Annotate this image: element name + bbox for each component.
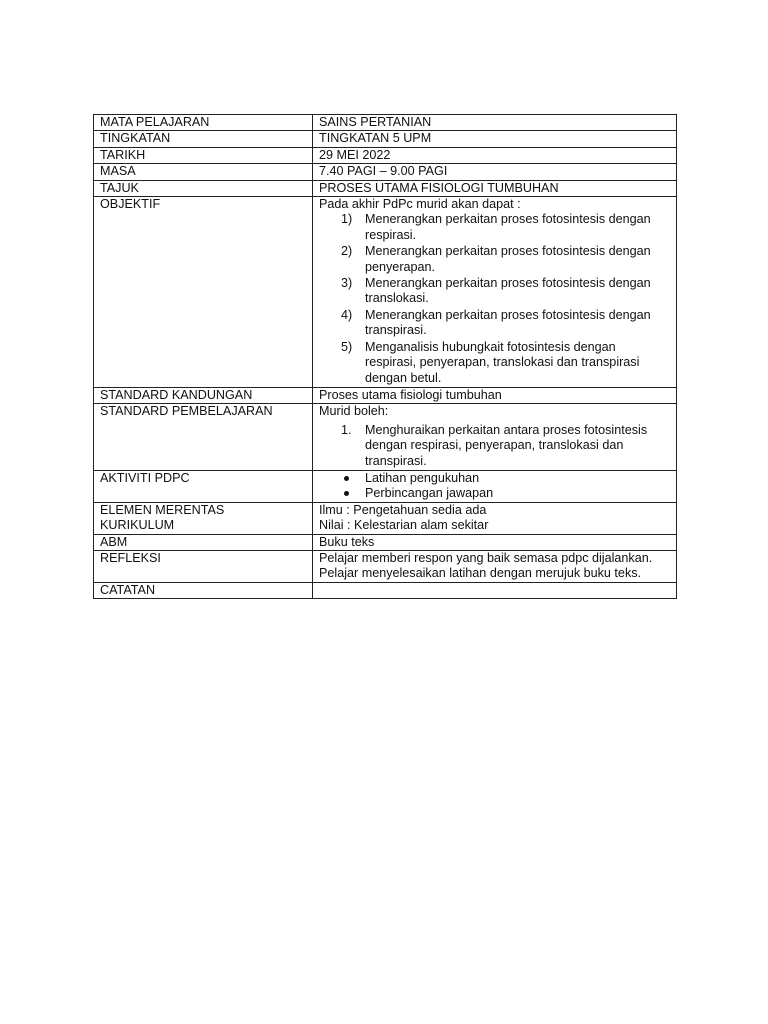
row-value: [313, 404, 677, 471]
row-label: MATA PELAJARAN: [94, 115, 313, 131]
list-number: 1.: [341, 422, 352, 437]
table-row-refleksi: [94, 550, 677, 582]
bullet-icon: [344, 491, 349, 496]
row-label: TAJUK: [94, 180, 313, 196]
list-item-text: Perbincangan jawapan: [365, 486, 494, 501]
list-item-text: Latihan pengukuhan: [365, 470, 480, 485]
row-value: Buku teks: [313, 534, 677, 550]
list-item: [319, 340, 670, 386]
table-row-masa: [94, 164, 677, 180]
row-value: TINGKATAN 5 UPM: [313, 131, 677, 147]
list-item-text: Menerangkan perkaitan proses fotosintesis dengan translokasi.: [365, 276, 651, 306]
row-label-line: KURIKULUM: [100, 518, 175, 533]
elemen-nilai: Nilai : Kelestarian alam sekitar: [319, 518, 489, 533]
table-row-aktiviti: [94, 470, 677, 502]
table-row-tajuk: [94, 180, 677, 196]
row-label: TINGKATAN: [94, 131, 313, 147]
list-number: 1): [341, 212, 353, 227]
list-item-text: Menganalisis hubungkait fotosintesis dengan respirasi, penyerapan, translokasi dan transpirasi dengan betul.: [365, 339, 640, 385]
table-row-tingkatan: [94, 131, 677, 147]
row-value: [313, 502, 677, 534]
table-row-standard-kandungan: [94, 387, 677, 403]
row-label: ABM: [94, 534, 313, 550]
table-row-tarikh: [94, 147, 677, 163]
table-row-mata-pelajaran: [94, 115, 677, 131]
list-number: 5): [341, 339, 353, 354]
row-label: STANDARD KANDUNGAN: [94, 387, 313, 403]
row-value: 7.40 PAGI – 9.00 PAGI: [313, 164, 677, 180]
list-number: 4): [341, 307, 353, 322]
list-item: [319, 212, 670, 243]
row-value: Proses utama fisiologi tumbuhan: [313, 387, 677, 403]
row-value: [313, 550, 677, 582]
list-item: [319, 244, 670, 275]
list-number: 2): [341, 244, 353, 259]
list-item: [319, 471, 670, 486]
row-label: REFLEKSI: [94, 550, 313, 582]
row-value: [313, 582, 677, 598]
row-label: [94, 502, 313, 534]
row-label-line: ELEMEN MERENTAS: [100, 502, 225, 517]
row-label: CATATAN: [94, 582, 313, 598]
standard-pembelajaran-intro: Murid boleh:: [319, 404, 389, 419]
table-row-elemen: [94, 502, 677, 534]
row-value: [313, 197, 677, 388]
row-value: PROSES UTAMA FISIOLOGI TUMBUHAN: [313, 180, 677, 196]
list-item-text: Menerangkan perkaitan proses fotosintesis dengan respirasi.: [365, 212, 651, 242]
row-label: TARIKH: [94, 147, 313, 163]
aktiviti-list: [319, 471, 670, 502]
elemen-ilmu: Ilmu : Pengetahuan sedia ada: [319, 502, 487, 517]
table-row-abm: [94, 534, 677, 550]
refleksi-line: Pelajar menyelesaikan latihan dengan merujuk buku teks.: [319, 566, 642, 581]
list-item-text: Menghuraikan perkaitan antara proses fotosintesis dengan respirasi, penyerapan, translokasi dan transpirasi.: [365, 422, 648, 468]
table-row-standard-pembelajaran: [94, 404, 677, 471]
row-label: AKTIVITI PDPC: [94, 470, 313, 502]
list-number: 3): [341, 276, 353, 291]
refleksi-line: Pelajar memberi respon yang baik semasa pdpc dijalankan.: [319, 550, 653, 565]
objektif-intro: Pada akhir PdPc murid akan dapat :: [319, 197, 521, 212]
list-item: [319, 276, 670, 307]
row-label: STANDARD PEMBELAJARAN: [94, 404, 313, 471]
row-value: [313, 470, 677, 502]
row-value: SAINS PERTANIAN: [313, 115, 677, 131]
objektif-list: [319, 212, 670, 385]
bullet-icon: [344, 476, 349, 481]
table-row-catatan: [94, 582, 677, 598]
row-label: OBJEKTIF: [94, 197, 313, 388]
list-item: [319, 486, 670, 501]
list-item-text: Menerangkan perkaitan proses fotosintesis dengan penyerapan.: [365, 244, 651, 274]
standard-pembelajaran-list: [319, 423, 670, 469]
list-item-text: Menerangkan perkaitan proses fotosintesis dengan transpirasi.: [365, 307, 651, 338]
row-value: 29 MEI 2022: [313, 147, 677, 163]
list-item: [319, 308, 670, 339]
lesson-plan-table: [93, 114, 677, 599]
row-label: MASA: [94, 164, 313, 180]
table-row-objektif: [94, 197, 677, 388]
list-item: [319, 423, 670, 469]
